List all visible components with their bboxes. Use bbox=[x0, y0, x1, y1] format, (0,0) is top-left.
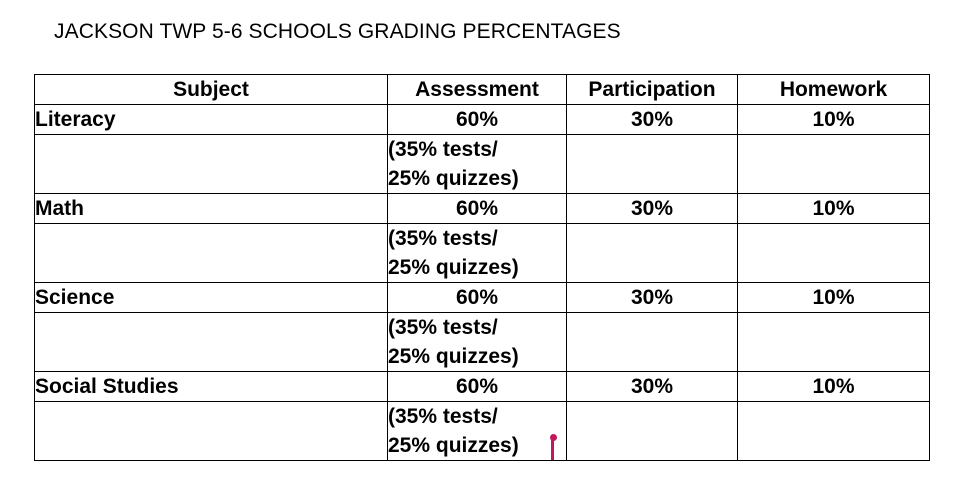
empty-cell[interactable] bbox=[35, 224, 388, 283]
table-row-note bbox=[35, 402, 930, 461]
assessment-cell[interactable]: 60% bbox=[388, 194, 567, 224]
homework-cell[interactable]: 10% bbox=[738, 283, 930, 313]
header-assessment[interactable]: Assessment bbox=[388, 75, 567, 105]
empty-cell[interactable] bbox=[35, 402, 388, 461]
assessment-breakdown-cell[interactable] bbox=[388, 135, 567, 194]
assessment-breakdown-quizzes: 25% quizzes) bbox=[388, 345, 519, 368]
subject-cell[interactable]: Literacy bbox=[35, 105, 388, 135]
document-title: JACKSON TWP 5-6 SCHOOLS GRADING PERCENTAGES bbox=[54, 20, 621, 43]
empty-cell[interactable] bbox=[567, 402, 738, 461]
assessment-breakdown-tests: (35% tests/ bbox=[388, 316, 498, 339]
homework-cell[interactable]: 10% bbox=[738, 105, 930, 135]
table-row-note bbox=[35, 135, 930, 194]
assessment-cell[interactable]: 60% bbox=[388, 283, 567, 313]
table-row bbox=[35, 105, 930, 135]
table-row-note bbox=[35, 224, 930, 283]
assessment-breakdown-cell[interactable] bbox=[388, 224, 567, 283]
empty-cell[interactable] bbox=[738, 135, 930, 194]
header-subject[interactable]: Subject bbox=[35, 75, 388, 105]
subject-cell[interactable]: Social Studies bbox=[35, 372, 388, 402]
table-row bbox=[35, 372, 930, 402]
text-cursor-icon[interactable] bbox=[551, 434, 559, 460]
participation-cell[interactable]: 30% bbox=[567, 194, 738, 224]
assessment-breakdown-quizzes: 25% quizzes) bbox=[388, 256, 519, 279]
participation-cell[interactable]: 30% bbox=[567, 372, 738, 402]
table-row bbox=[35, 194, 930, 224]
empty-cell[interactable] bbox=[35, 135, 388, 194]
participation-cell[interactable]: 30% bbox=[567, 283, 738, 313]
assessment-breakdown-tests: (35% tests/ bbox=[388, 138, 498, 161]
empty-cell[interactable] bbox=[567, 224, 738, 283]
header-participation[interactable]: Participation bbox=[567, 75, 738, 105]
grading-table bbox=[34, 74, 930, 461]
cursor-stem bbox=[551, 438, 554, 460]
assessment-breakdown-tests: (35% tests/ bbox=[388, 227, 498, 250]
assessment-cell[interactable]: 60% bbox=[388, 105, 567, 135]
subject-cell[interactable]: Math bbox=[35, 194, 388, 224]
assessment-breakdown-tests: (35% tests/ bbox=[388, 405, 498, 428]
subject-cell[interactable]: Science bbox=[35, 283, 388, 313]
assessment-breakdown-quizzes: 25% quizzes) bbox=[388, 167, 519, 190]
empty-cell[interactable] bbox=[35, 313, 388, 372]
table-row bbox=[35, 283, 930, 313]
assessment-cell[interactable]: 60% bbox=[388, 372, 567, 402]
participation-cell[interactable]: 30% bbox=[567, 105, 738, 135]
assessment-breakdown-quizzes: 25% quizzes) bbox=[388, 434, 519, 457]
empty-cell[interactable] bbox=[738, 224, 930, 283]
homework-cell[interactable]: 10% bbox=[738, 194, 930, 224]
assessment-breakdown-cell[interactable] bbox=[388, 313, 567, 372]
homework-cell[interactable]: 10% bbox=[738, 372, 930, 402]
assessment-breakdown-cell[interactable] bbox=[388, 402, 567, 461]
empty-cell[interactable] bbox=[567, 135, 738, 194]
header-row bbox=[35, 75, 930, 105]
empty-cell[interactable] bbox=[738, 313, 930, 372]
empty-cell[interactable] bbox=[738, 402, 930, 461]
header-homework[interactable]: Homework bbox=[738, 75, 930, 105]
empty-cell[interactable] bbox=[567, 313, 738, 372]
table-row-note bbox=[35, 313, 930, 372]
